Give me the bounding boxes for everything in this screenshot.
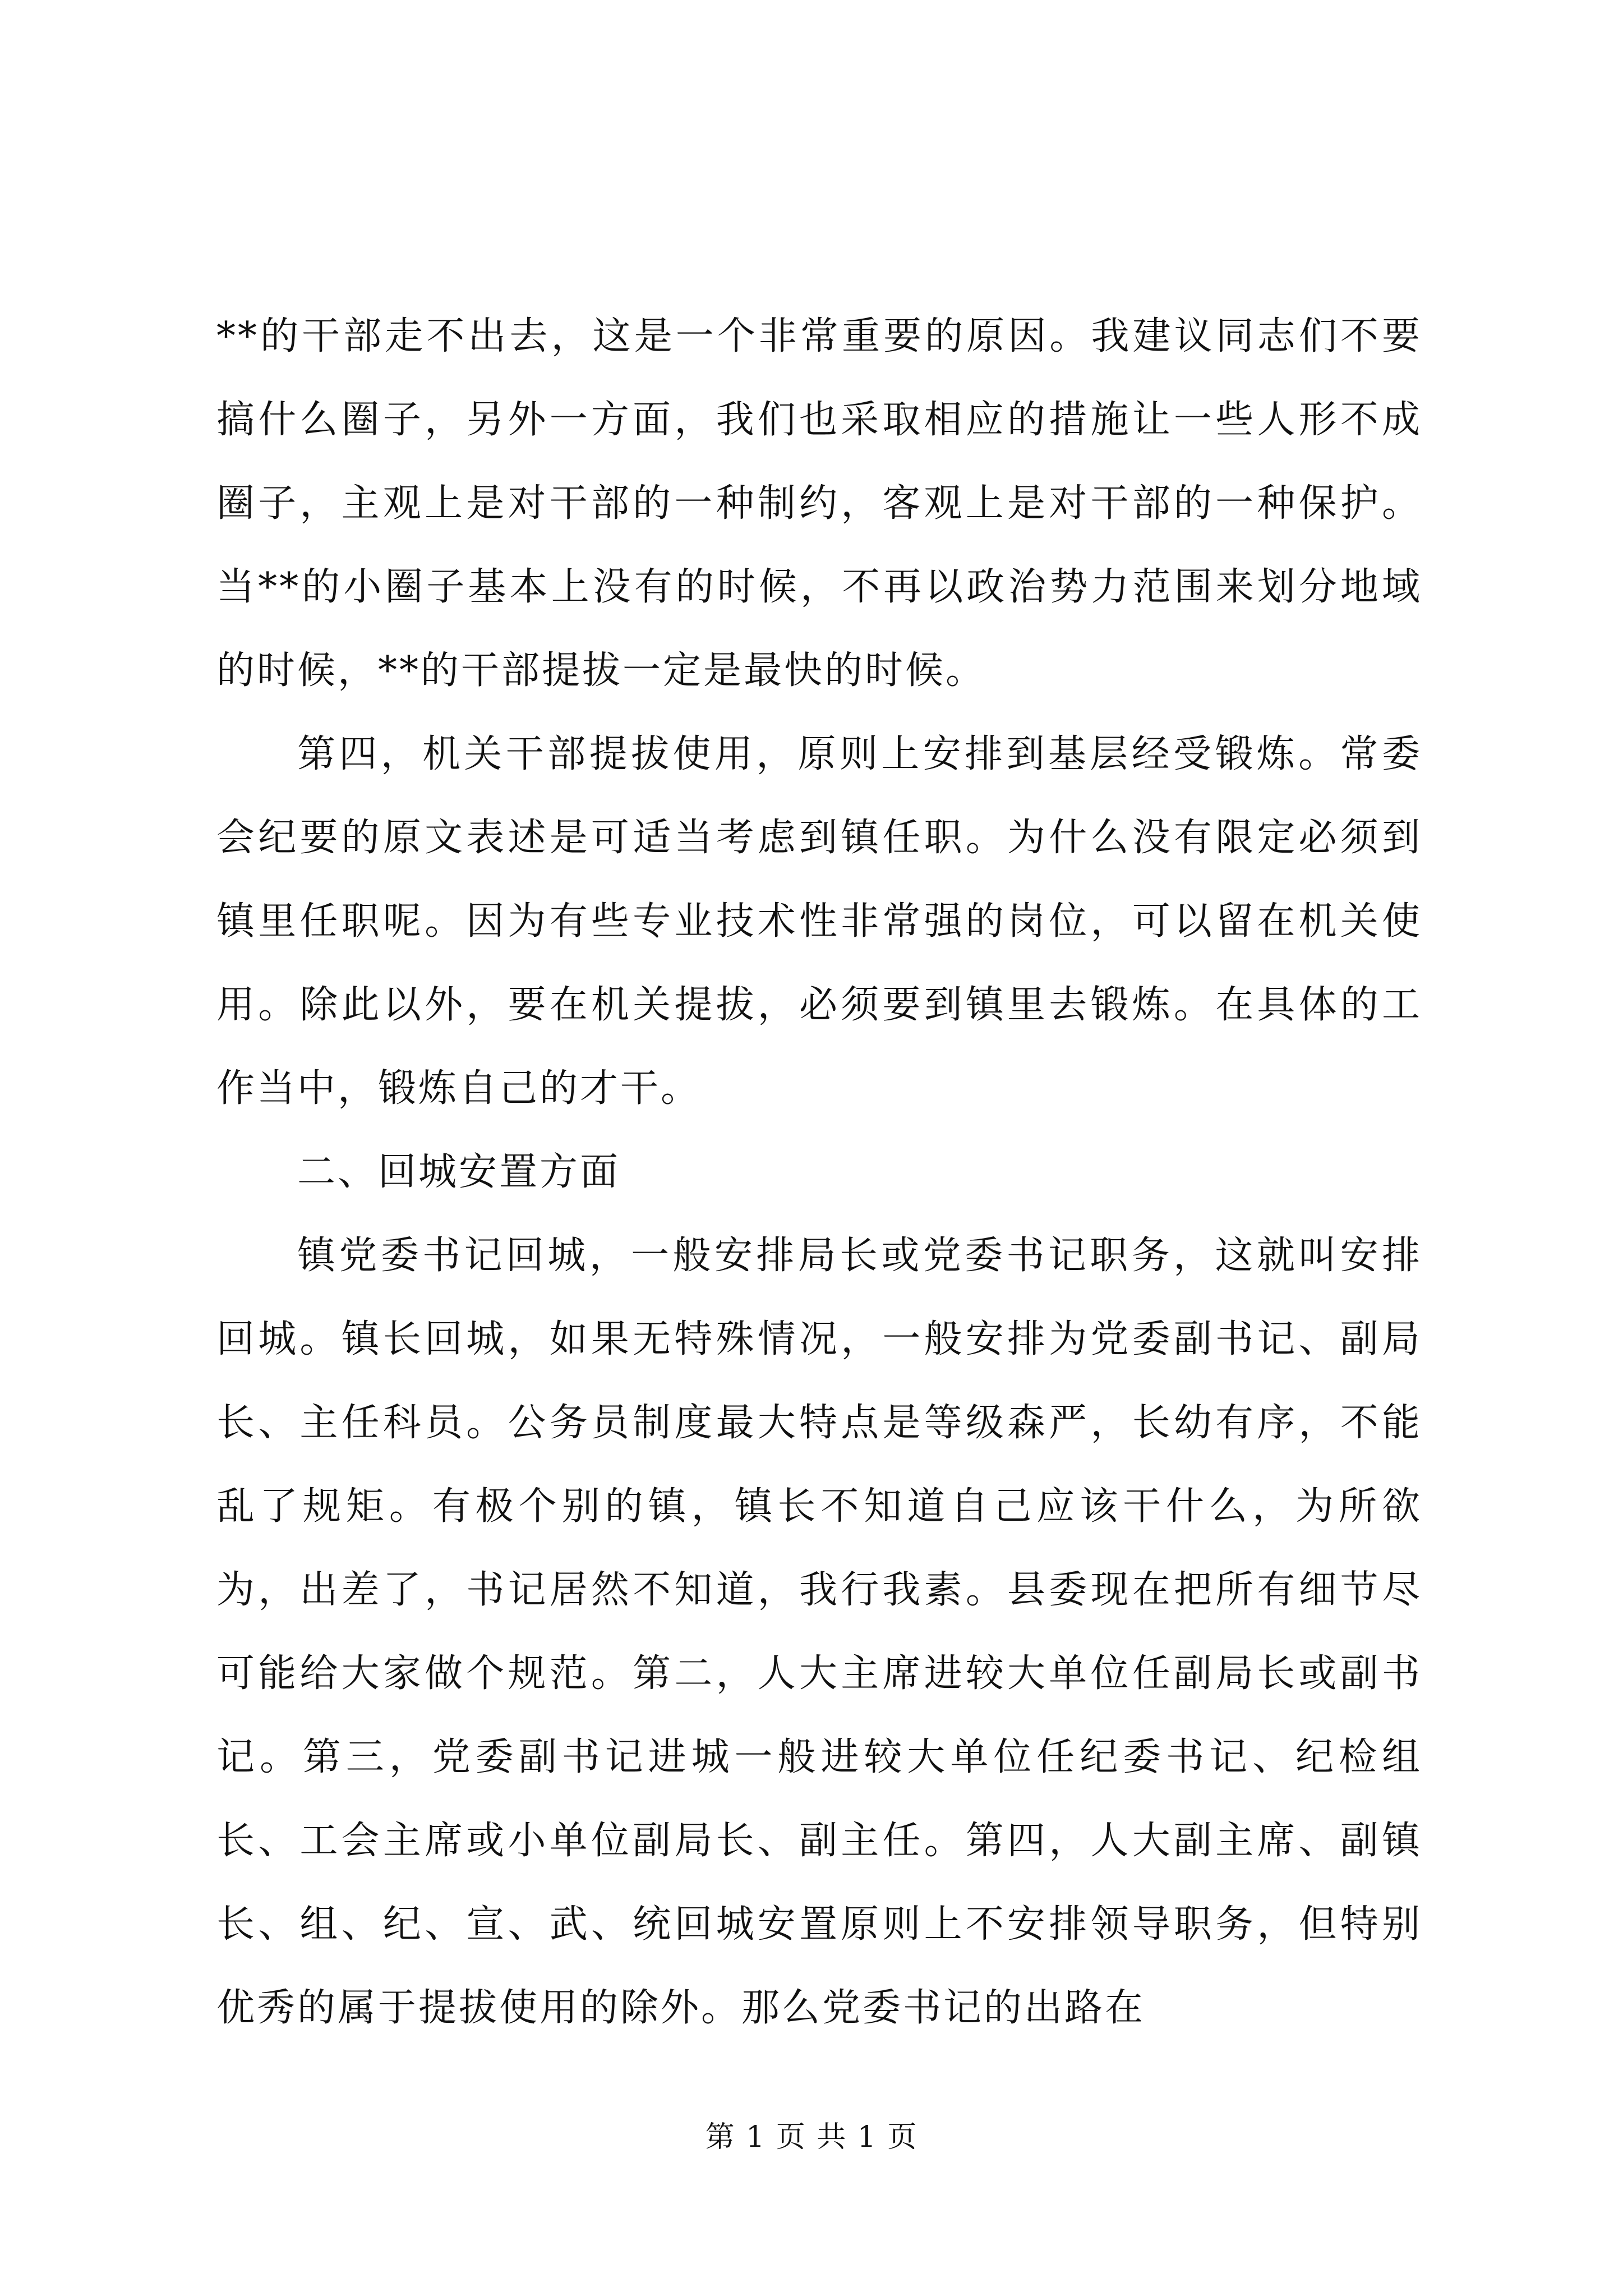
paragraph-1: **的干部走不出去，这是一个非常重要的原因。我建议同志们不要搞什么圈子，另外一方面，我们也采取相应的措施让一些人形不成圈子，主观上是对干部的一种制约，客观上是对干部的一种保护。当**的小圈子基本上没有的时候，不再以政治势力范围来划分地域的时候，**的干部提拔一定是最快的时候。 xyxy=(216,314,1422,693)
section-heading: 二、回城安置方面 xyxy=(297,1150,621,1194)
page-footer: 第 1 页 共 1 页 xyxy=(705,2120,918,2154)
paragraph-3: 镇党委书记回城，一般安排局长或党委书记职务，这就叫安排回城。镇长回城，如果无特殊情况，一般安排为党委副书记、副局长、主任科员。公务员制度最大特点是等级森严，长幼有序，不能乱了规矩。有极个别的镇，镇长不知道自己应该干什么，为所欲为，出差了，书记居然不知道，我行我素。县委现在把所有细节尽可能给大家做个规范。第二，人大主席进较大单位任副局长或副书记。第三，党委副书记进城一般进较大单位任纪委书记、纪检组长、工会主席或小单位副局长、副主任。第四，人大副主席、副镇长、组、纪、宣、武、统回城安置原则上不安排领导职务，但特别优秀的属于提拔使用的除外。那么党委书记的出路在 xyxy=(216,1234,1422,2030)
paragraph-2: 第四，机关干部提拔使用，原则上安排到基层经受锻炼。常委会纪要的原文表述是可适当考虑到镇任职。为什么没有限定必须到镇里任职呢。因为有些专业技术性非常强的岗位，可以留在机关使用。除此以外，要在机关提拔，必须要到镇里去锻炼。在具体的工作当中，锻炼自己的才干。 xyxy=(216,732,1422,1111)
document-body xyxy=(216,295,1422,2050)
